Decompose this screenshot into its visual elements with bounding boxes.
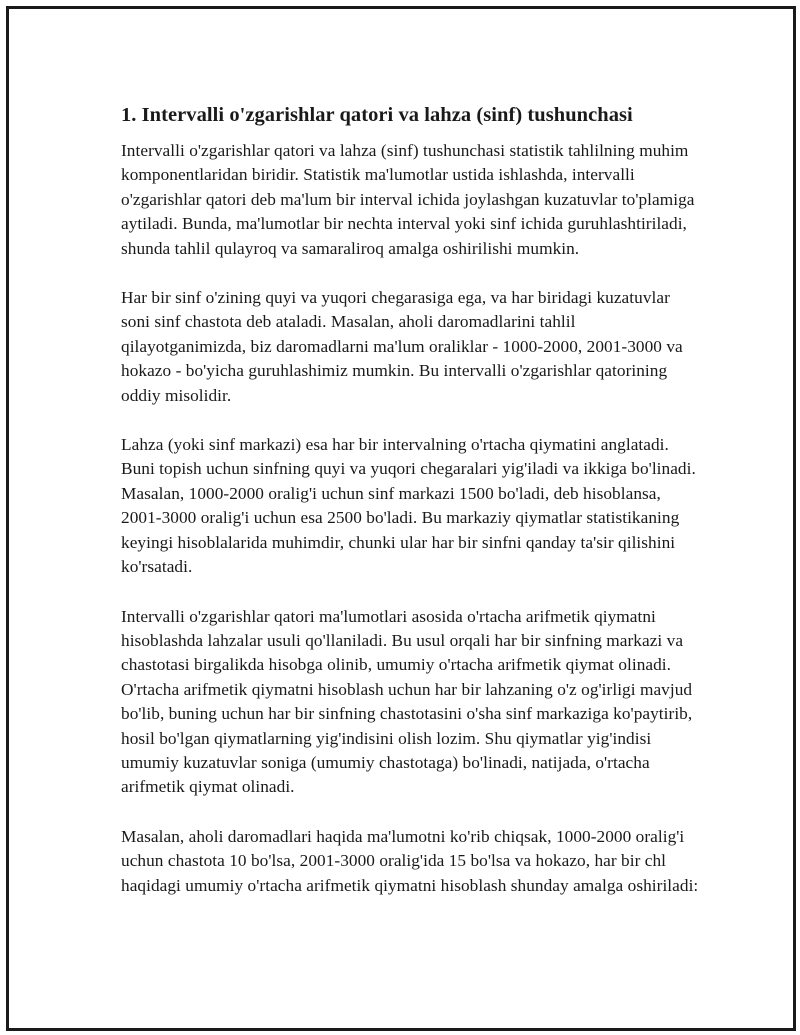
paragraph-class-frequency: Har bir sinf o'zining quyi va yuqori chegarasiga ega, va har biridagi kuzatuvlar soni sinf chastota deb ataladi. Masalan, aholi daromadlarini tahlil qilayotganimizda, biz daromadlarni ma'lum oraliklar - 1000-2000, 2001-3000 va hokazo - bo'yicha guruhlashimiz mumkin. Bu intervalli o'zgarishlar qatorining oddiy misolidir. xyxy=(121,288,683,405)
paragraph-intro: Intervalli o'zgarishlar qatori va lahza (sinf) tushunchasi statistik tahlilning muhim komponentlaridan biridir. Statistik ma'lumotlar ustida ishlashda, intervalli o'zgarishlar qatori deb ma'lum bir interval ichida joylashgan kuzatuvlar to'plamiga aytiladi. Bunda, ma'lumotlar bir nechta interval yoki sinf ichida guruhlashtiriladi, shunda tahlil qulayroq va samaraliroq amalga oshirilishi mumkin. xyxy=(121,141,695,258)
page-frame xyxy=(6,6,796,1031)
paragraph-arithmetic-mean: Intervalli o'zgarishlar qatori ma'lumotlari asosida o'rtacha arifmetik qiymatni hisoblashda lahzalar usuli qo'llaniladi. Bu usul orqali har bir sinfning markazi va chastotasi birgalikda hisobga olinib, umumiy o'rtacha arifmetik qiymat olinadi. O'rtacha arifmetik qiymatni hisoblash uchun har bir lahzaning o'z og'irligi mavjud bo'lib, buning uchun har bir sinfning chastotasini o'sha sinf markaziga ko'paytirib, hosil bo'lgan qiymatlarning yig'indisini olish lozim. Shu qiymatlar yig'indisi umumiy kuzatuvlar soniga (umumiy chastotaga) bo'linadi, natijada, o'rtacha arifmetik qiymat olinadi. xyxy=(121,606,693,797)
section-title: 1. Intervalli o'zgarishlar qatori va lahza (sinf) tushunchasi xyxy=(121,104,633,126)
document-body xyxy=(121,102,701,923)
paragraph-class-center: Lahza (yoki sinf markazi) esa har bir intervalning o'rtacha qiymatini anglatadi. Buni topish uchun sinfning quyi va yuqori chegaralari yig'iladi va ikkiga bo'linadi. Masalan, 1000-2000 oralig'i uchun sinf markazi 1500 bo'ladi, deb hisoblansa, 2001-3000 oralig'i uchun esa 2500 bo'ladi. Bu markaziy qiymatlar statistikaning keyingi hisoblalarida muhimdir, chunki ular har bir sinfni qanday ta'sir qilishini ko'rsatadi. xyxy=(121,435,696,577)
paragraph-example: Masalan, aholi daromadlari haqida ma'lumotni ko'rib chiqsak, 1000-2000 oralig'i uchun chastota 10 bo'lsa, 2001-3000 oralig'ida 15 bo'lsa va hokazo, har bir chl haqidagi umumiy o'rtacha arifmetik qiymatni hisoblash shunday amalga oshiriladi: xyxy=(121,826,699,895)
